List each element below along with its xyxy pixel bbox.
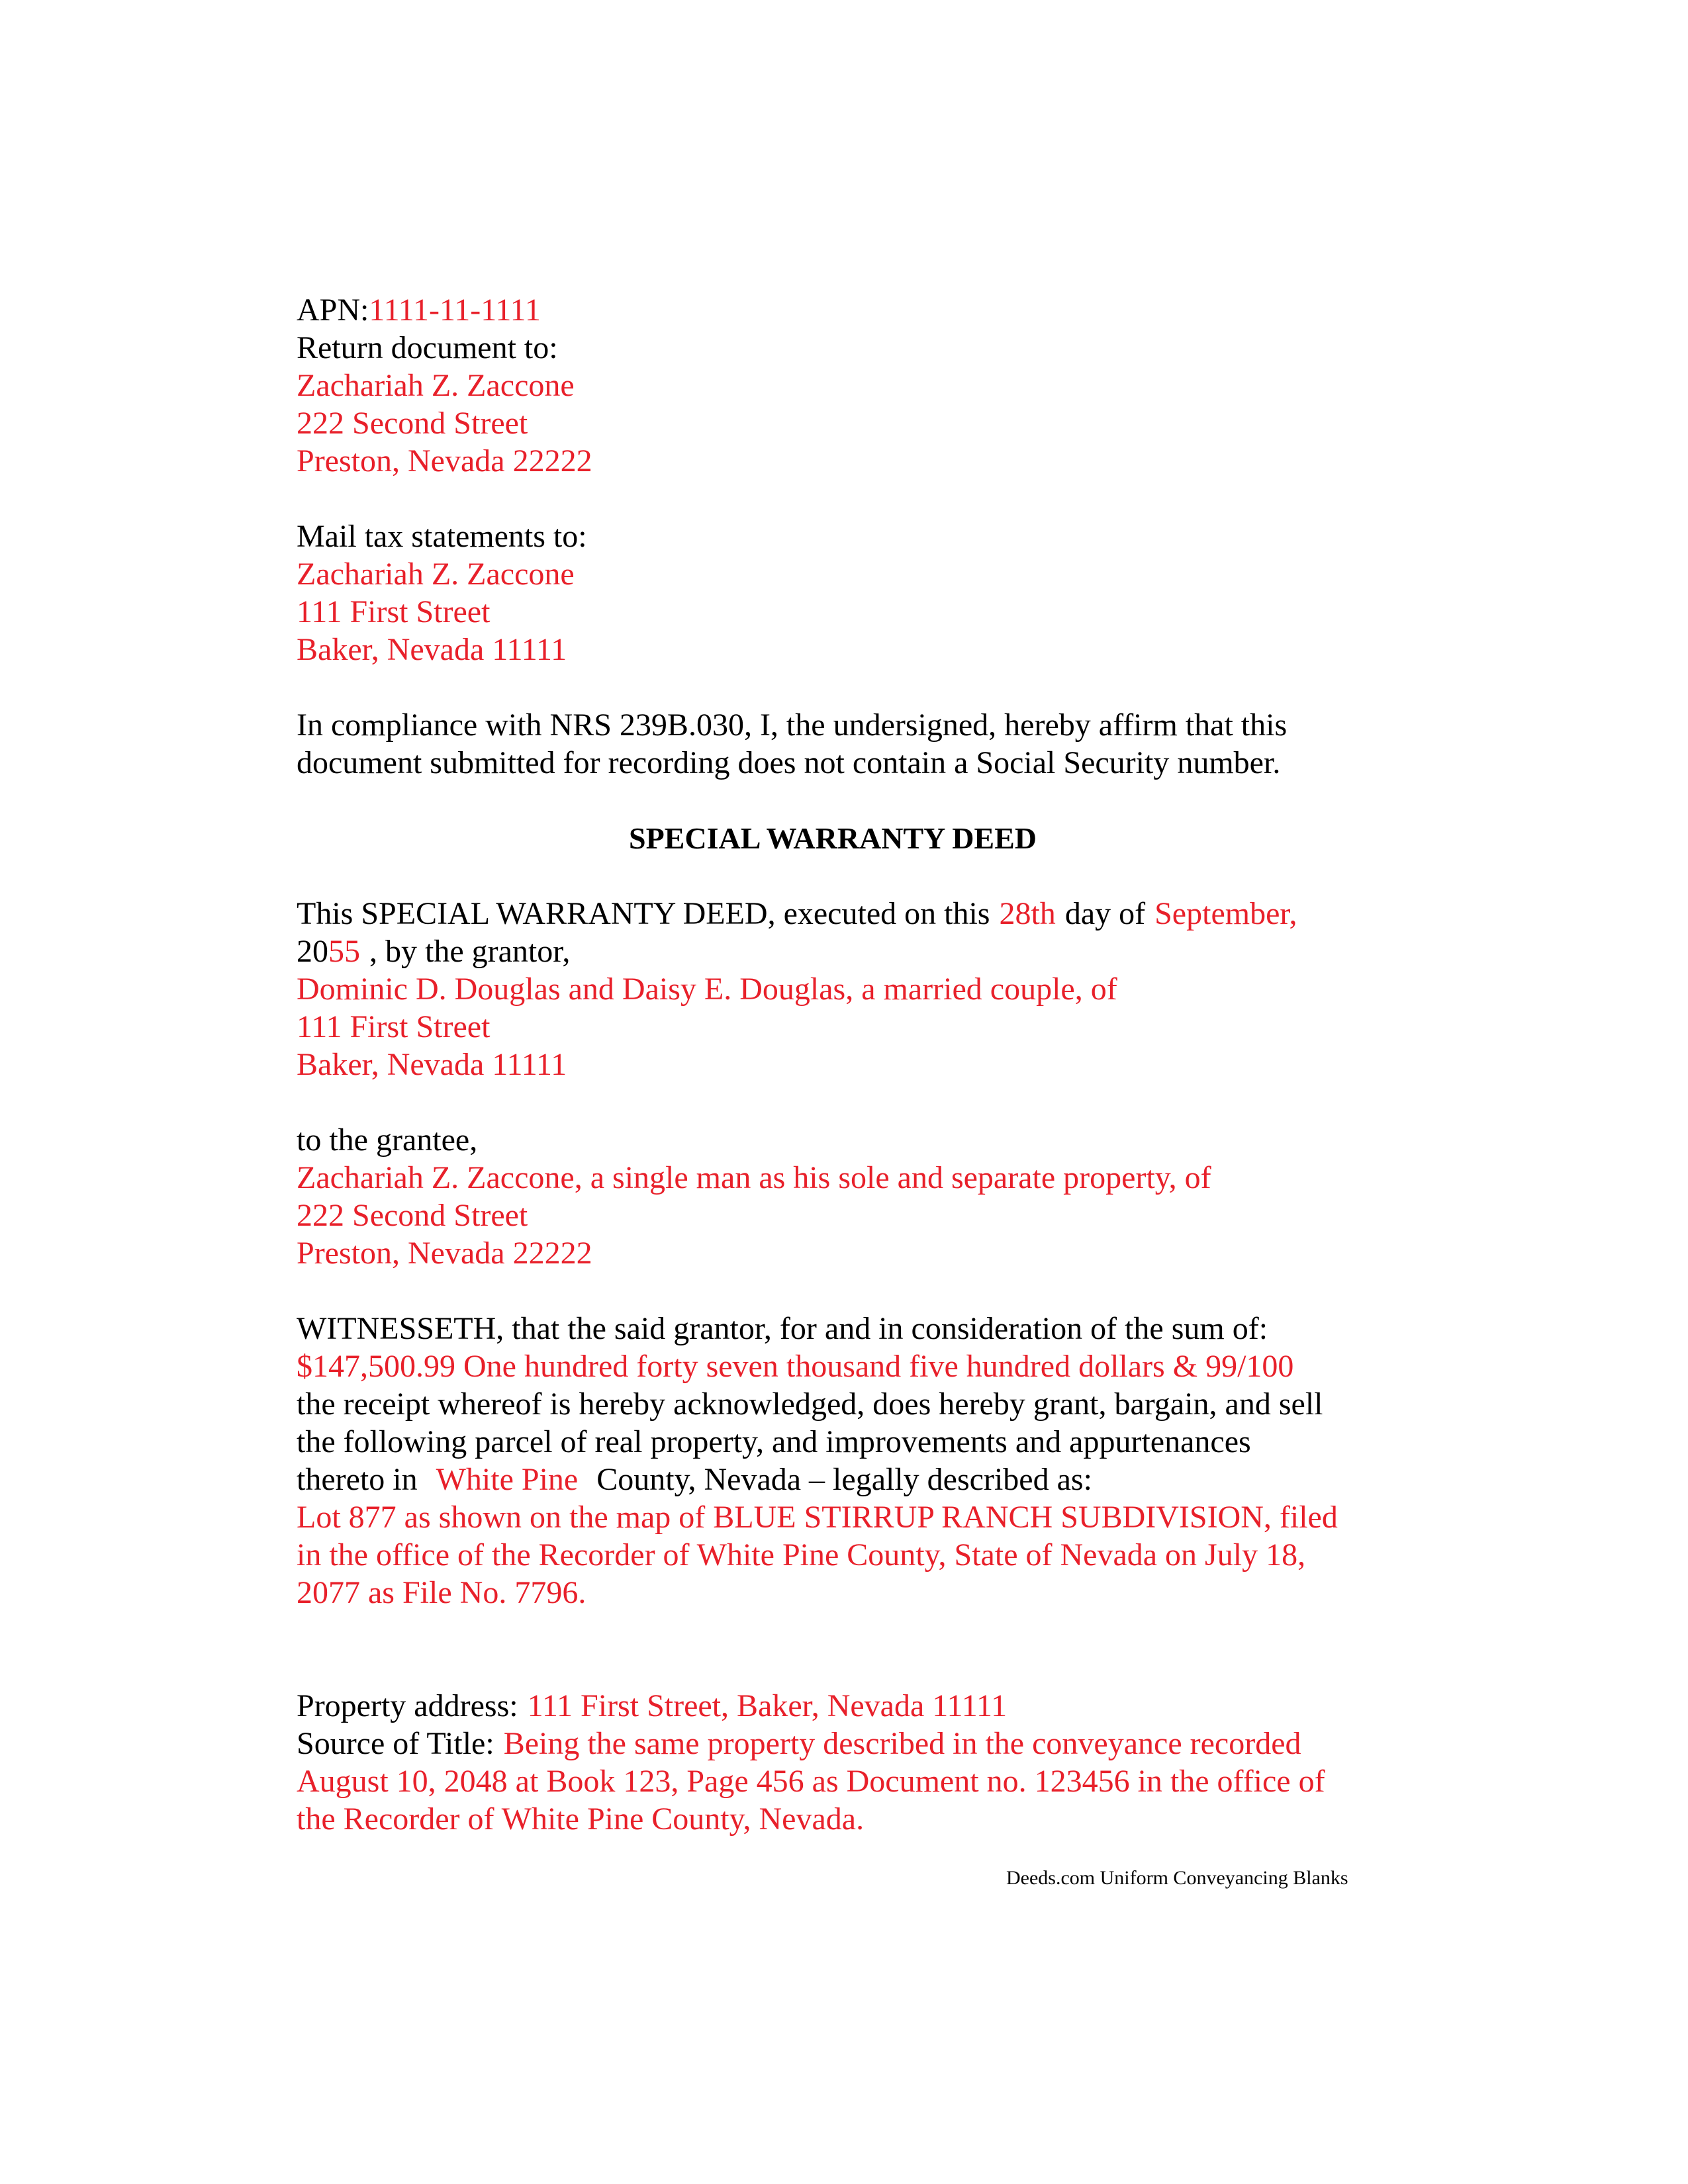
- property-address-line: [297, 1687, 1395, 1725]
- grantor-city: Baker, Nevada 11111: [297, 1047, 567, 1082]
- thereto-in: thereto in: [297, 1462, 418, 1497]
- execution-year-prefix: 20: [297, 934, 328, 969]
- execution-by-grantor: , by the grantor,: [369, 934, 571, 969]
- return-to-city: Preston, Nevada 22222: [297, 443, 592, 478]
- return-to-label: Return document to:: [297, 330, 558, 365]
- apn-value: 1111-11-1111: [369, 293, 541, 328]
- grantee-name: Zachariah Z. Zaccone, a single man as his sole and separate property, of: [297, 1160, 1211, 1195]
- legal-description-line-1: Lot 877 as shown on the map of BLUE STIRRUP RANCH SUBDIVISION, filed: [297, 1500, 1338, 1535]
- return-to-street: 222 Second Street: [297, 406, 528, 441]
- source-of-title-line: [297, 1725, 1395, 1762]
- grantor-name: Dominic D. Douglas and Daisy E. Douglas, a married couple, of: [297, 972, 1117, 1007]
- grantee-street: 222 Second Street: [297, 1198, 528, 1233]
- grantee-city: Preston, Nevada 22222: [297, 1236, 592, 1271]
- deed-title: SPECIAL WARRANTY DEED: [628, 821, 1037, 855]
- legal-description-line-2: in the office of the Recorder of White Pine County, State of Nevada on July 18,: [297, 1537, 1306, 1572]
- property-address-label: Property address:: [297, 1688, 518, 1723]
- execution-prefix: This SPECIAL WARRANTY DEED, executed on this: [297, 896, 990, 931]
- county-name: White Pine: [436, 1462, 579, 1497]
- legal-description-line-3: 2077 as File No. 7796.: [297, 1575, 586, 1610]
- execution-year-line: [297, 933, 1395, 970]
- apn-label: APN:: [297, 293, 369, 328]
- source-of-title-line-1: Being the same property described in the conveyance recorded: [503, 1726, 1301, 1761]
- witnesseth-line-4: the following parcel of real property, and improvements and appurtenances: [297, 1424, 1251, 1459]
- apn-line: [297, 291, 1395, 329]
- mail-tax-label: Mail tax statements to:: [297, 519, 587, 554]
- source-of-title-line-3: the Recorder of White Pine County, Nevada.: [297, 1801, 865, 1837]
- compliance-line-1: In compliance with NRS 239B.030, I, the undersigned, hereby affirm that this: [297, 707, 1288, 743]
- execution-year-suffix: 55: [328, 934, 360, 969]
- compliance-line-2: document submitted for recording does not contain a Social Security number.: [297, 745, 1281, 780]
- source-of-title-line-2: August 10, 2048 at Book 123, Page 456 as Document no. 123456 in the office of: [297, 1764, 1325, 1799]
- county-suffix: County, Nevada – legally described as:: [596, 1462, 1092, 1497]
- consideration-amount: $147,500.99 One hundred forty seven thousand five hundred dollars & 99/100: [297, 1349, 1294, 1384]
- mail-tax-street: 111 First Street: [297, 594, 491, 629]
- grantor-street: 111 First Street: [297, 1009, 491, 1044]
- execution-line: [297, 895, 1395, 933]
- county-line: [297, 1461, 1395, 1498]
- witnesseth-line-3: the receipt whereof is hereby acknowledged, does hereby grant, bargain, and sell: [297, 1387, 1323, 1422]
- mail-tax-city: Baker, Nevada 11111: [297, 632, 567, 667]
- execution-day: 28th: [999, 896, 1056, 931]
- execution-day-of: day of: [1064, 896, 1146, 931]
- footer-credit: Deeds.com Uniform Conveyancing Blanks: [1006, 1867, 1348, 1889]
- mail-tax-name: Zachariah Z. Zaccone: [297, 557, 575, 592]
- property-address-value: 111 First Street, Baker, Nevada 11111: [527, 1688, 1008, 1723]
- witnesseth-line-1: WITNESSETH, that the said grantor, for and in consideration of the sum of:: [297, 1311, 1268, 1346]
- grantee-label: to the grantee,: [297, 1122, 478, 1158]
- deed-document: [297, 291, 1395, 1838]
- source-of-title-label: Source of Title:: [297, 1726, 494, 1761]
- return-to-name: Zachariah Z. Zaccone: [297, 368, 575, 403]
- execution-month: September,: [1154, 896, 1297, 931]
